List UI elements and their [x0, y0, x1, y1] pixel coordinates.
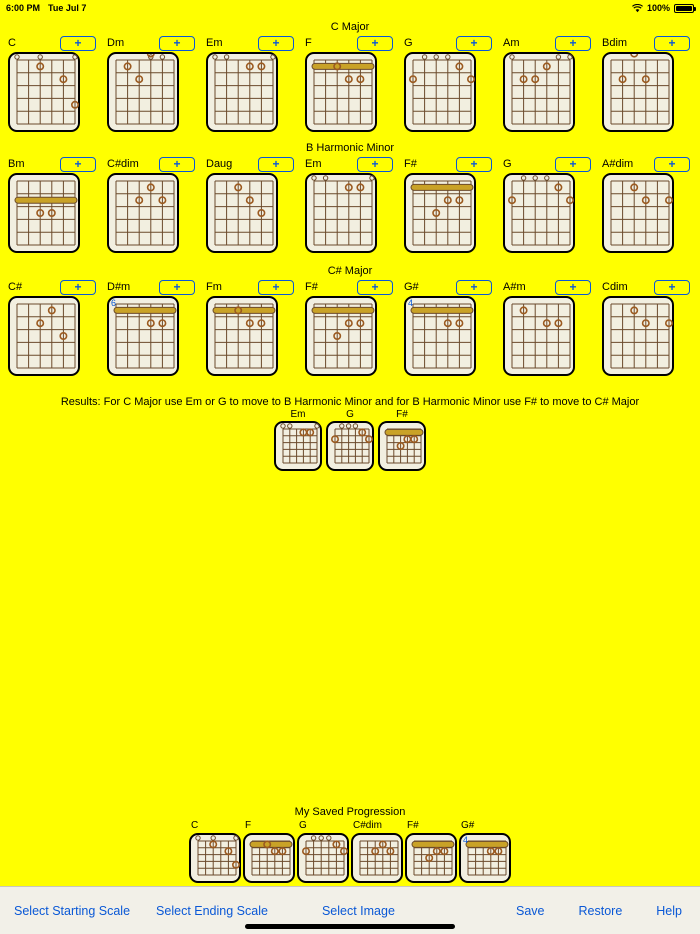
chord-diagram[interactable]	[405, 833, 457, 883]
scale-title: B Harmonic Minor	[305, 142, 395, 154]
chord-diagram[interactable]	[459, 833, 511, 883]
chord-name: G	[346, 409, 354, 420]
chord-diagram[interactable]	[404, 296, 476, 376]
chord-name: F#	[407, 820, 419, 831]
chord-cell	[8, 155, 98, 253]
battery-percent: 100%	[646, 3, 670, 13]
results-chord-row	[0, 408, 700, 471]
select-starting-scale-button[interactable]: Select Starting Scale	[14, 903, 131, 918]
result-chord-cell	[326, 408, 374, 471]
add-chord-button[interactable]: +	[60, 157, 96, 172]
chord-diagram[interactable]	[404, 52, 476, 132]
add-chord-button[interactable]: +	[555, 36, 591, 51]
chord-diagram[interactable]	[107, 52, 179, 132]
home-indicator[interactable]	[245, 924, 455, 929]
chord-diagram[interactable]	[274, 421, 322, 471]
chord-name: F#	[305, 281, 318, 293]
chord-cell	[404, 34, 494, 132]
chord-cell	[206, 155, 296, 253]
add-chord-button[interactable]: +	[159, 36, 195, 51]
fret-number-label: 6	[111, 298, 117, 308]
add-chord-button[interactable]: +	[456, 36, 492, 51]
chord-header	[8, 278, 98, 296]
chord-name: F	[245, 820, 252, 831]
add-chord-button[interactable]: +	[456, 280, 492, 295]
chord-header	[404, 34, 494, 52]
chord-cell	[503, 155, 593, 253]
saved-progression-title: My Saved Progression	[294, 806, 406, 818]
chord-cell	[404, 278, 494, 376]
chord-diagram[interactable]	[8, 52, 80, 132]
chord-diagram[interactable]	[326, 421, 374, 471]
chord-diagram[interactable]	[305, 173, 377, 253]
chord-diagram[interactable]	[503, 173, 575, 253]
chord-name: C#dim	[107, 158, 139, 170]
chord-header	[8, 155, 98, 173]
restore-button[interactable]: Restore	[578, 903, 623, 918]
chord-name: F#	[404, 158, 417, 170]
add-chord-button[interactable]: +	[456, 157, 492, 172]
add-chord-button[interactable]: +	[159, 280, 195, 295]
status-time: 6:00 PM	[6, 3, 41, 13]
chord-header	[206, 155, 296, 173]
chord-name: Fm	[206, 281, 222, 293]
chord-header	[602, 34, 692, 52]
chord-cell	[305, 34, 395, 132]
chord-header	[206, 278, 296, 296]
chord-name: Daug	[206, 158, 233, 170]
chord-cell	[602, 34, 692, 132]
result-chord-cell	[274, 408, 322, 471]
chord-header	[602, 155, 692, 173]
chord-name: A#m	[503, 281, 526, 293]
chord-name: C#	[8, 281, 23, 293]
help-button[interactable]: Help	[656, 903, 682, 918]
chord-header	[305, 155, 395, 173]
wifi-icon	[632, 4, 643, 13]
saved-chord-cell	[189, 819, 241, 883]
battery-icon	[674, 4, 694, 13]
chord-cell	[8, 34, 98, 132]
chord-diagram[interactable]	[297, 833, 349, 883]
status-date: Tue Jul 7	[48, 3, 87, 13]
add-chord-button[interactable]: +	[258, 280, 294, 295]
results-text: Results: For C Major use Em or G to move to B Harmonic Minor and for B Harmonic Minor use F# to move to C# Major	[60, 396, 640, 408]
chord-diagram[interactable]	[8, 173, 80, 253]
chord-name: Dm	[107, 37, 125, 49]
chord-name: G	[503, 158, 512, 170]
saved-chord-cell	[243, 819, 295, 883]
chord-diagram[interactable]	[107, 296, 179, 376]
bottom-toolbar	[0, 886, 700, 934]
chord-cell	[404, 155, 494, 253]
scale-title: C Major	[330, 21, 370, 33]
chord-diagram[interactable]	[8, 296, 80, 376]
status-bar	[0, 0, 700, 16]
fret-number-label: 4	[463, 835, 469, 845]
chord-header	[107, 155, 197, 173]
chord-cell	[8, 278, 98, 376]
chord-header	[503, 155, 593, 173]
chord-name: G	[299, 820, 307, 831]
chord-diagram[interactable]	[206, 173, 278, 253]
chord-name: Em	[305, 158, 322, 170]
chord-diagram[interactable]	[243, 833, 295, 883]
chord-diagram[interactable]	[351, 833, 403, 883]
chord-diagram[interactable]	[602, 173, 674, 253]
chord-diagram[interactable]	[189, 833, 241, 883]
add-chord-button[interactable]: +	[357, 157, 393, 172]
select-image-button[interactable]: Select Image	[321, 903, 395, 918]
chord-diagram[interactable]	[602, 52, 674, 132]
chord-name: Em	[290, 409, 306, 420]
chord-header	[602, 278, 692, 296]
saved-chord-cell	[459, 819, 511, 883]
chord-diagram[interactable]	[378, 421, 426, 471]
chord-name: Em	[206, 37, 223, 49]
chord-name: Am	[503, 37, 520, 49]
chord-header	[503, 34, 593, 52]
add-chord-button[interactable]: +	[654, 280, 690, 295]
chord-header	[206, 34, 296, 52]
chord-cell	[503, 34, 593, 132]
chord-cell	[602, 155, 692, 253]
chord-name: Cdim	[602, 281, 628, 293]
chord-name: D#m	[107, 281, 131, 293]
save-button[interactable]: Save	[516, 903, 545, 918]
saved-chord-cell	[405, 819, 457, 883]
add-chord-button[interactable]: +	[357, 36, 393, 51]
chord-name: Bdim	[602, 37, 628, 49]
chord-diagram[interactable]	[503, 296, 575, 376]
select-ending-scale-button[interactable]: Select Ending Scale	[156, 903, 268, 918]
add-chord-button[interactable]: +	[555, 157, 591, 172]
add-chord-button[interactable]: +	[654, 157, 690, 172]
chord-name: F#	[396, 409, 408, 420]
scale-title: C# Major	[327, 265, 373, 277]
chord-header	[404, 155, 494, 173]
chord-name: C	[8, 37, 16, 49]
saved-chord-cell	[351, 819, 403, 883]
chord-cell	[602, 278, 692, 376]
chord-cell	[107, 155, 197, 253]
chord-header	[8, 34, 98, 52]
add-chord-button[interactable]: +	[60, 36, 96, 51]
scale-section	[0, 20, 700, 132]
add-chord-button[interactable]: +	[258, 36, 294, 51]
chord-name: F	[305, 37, 312, 49]
chord-header	[305, 278, 395, 296]
chord-row	[0, 155, 700, 253]
chord-name: G#	[461, 820, 475, 831]
chord-cell	[206, 34, 296, 132]
chord-header	[107, 278, 197, 296]
saved-progression-row	[0, 819, 700, 883]
add-chord-button[interactable]: +	[357, 280, 393, 295]
chord-header	[404, 278, 494, 296]
chord-cell	[305, 278, 395, 376]
fret-number-label: 4	[408, 298, 414, 308]
add-chord-button[interactable]: +	[555, 280, 591, 295]
saved-chord-cell	[297, 819, 349, 883]
chord-header	[503, 278, 593, 296]
scale-section	[0, 141, 700, 253]
chord-name: G	[404, 37, 413, 49]
chord-header	[107, 34, 197, 52]
result-chord-cell	[378, 408, 426, 471]
chord-row	[0, 278, 700, 376]
chord-diagram[interactable]	[305, 296, 377, 376]
chord-diagram[interactable]	[503, 52, 575, 132]
chord-diagram[interactable]	[404, 173, 476, 253]
chord-diagram[interactable]	[206, 52, 278, 132]
chord-name: C#dim	[353, 820, 382, 831]
chord-name: G#	[404, 281, 419, 293]
chord-row	[0, 34, 700, 132]
chord-name: Bm	[8, 158, 25, 170]
chord-diagram[interactable]	[206, 296, 278, 376]
chord-diagram[interactable]	[107, 173, 179, 253]
chord-cell	[107, 34, 197, 132]
chord-diagram[interactable]	[305, 52, 377, 132]
chord-cell	[206, 278, 296, 376]
chord-header	[305, 34, 395, 52]
chord-cell	[305, 155, 395, 253]
chord-diagram[interactable]	[602, 296, 674, 376]
add-chord-button[interactable]: +	[60, 280, 96, 295]
chord-cell	[107, 278, 197, 376]
add-chord-button[interactable]: +	[258, 157, 294, 172]
add-chord-button[interactable]: +	[159, 157, 195, 172]
chord-name: C	[191, 820, 199, 831]
chord-cell	[503, 278, 593, 376]
scale-section	[0, 264, 700, 376]
add-chord-button[interactable]: +	[654, 36, 690, 51]
chord-name: A#dim	[602, 158, 634, 170]
